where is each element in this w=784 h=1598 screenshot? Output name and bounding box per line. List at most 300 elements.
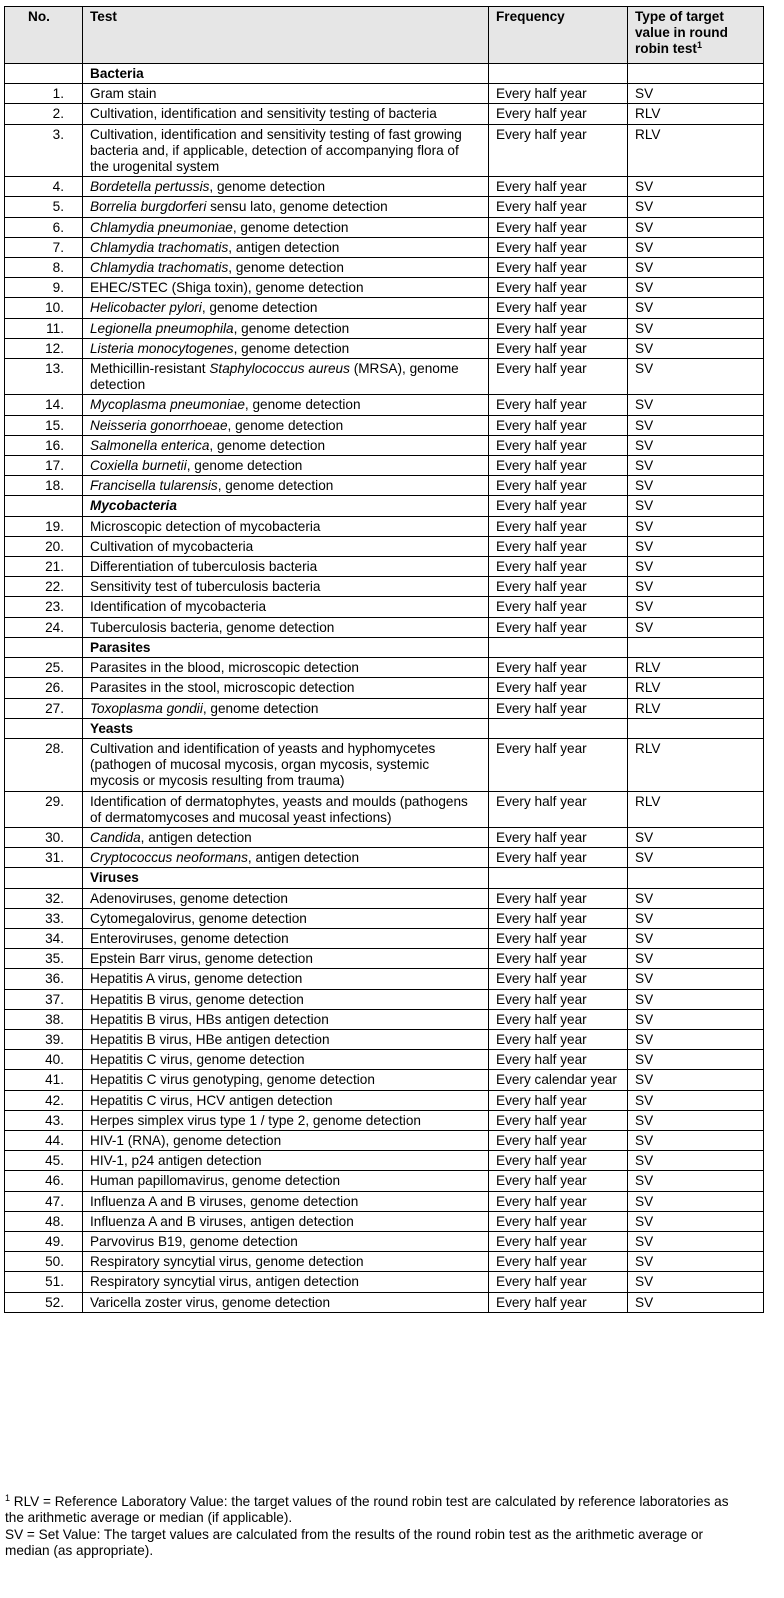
test-name: [83, 1130, 489, 1150]
header-type-text: Type of target value in round robin test: [635, 9, 728, 57]
section-type: [628, 718, 764, 738]
target-value-type: SV: [628, 1191, 764, 1211]
table-row: [5, 435, 764, 455]
test-name: [83, 1171, 489, 1191]
row-number: 14.: [5, 395, 83, 415]
frequency: Every half year: [489, 738, 628, 791]
section-frequency: Every half year: [489, 496, 628, 516]
test-name: [83, 617, 489, 637]
section-type: SV: [628, 496, 764, 516]
target-value-type: SV: [628, 557, 764, 577]
frequency: Every half year: [489, 989, 628, 1009]
frequency: Every half year: [489, 1029, 628, 1049]
test-text: Differentiation of tuberculosis bacteria: [90, 559, 318, 575]
test-name: [83, 827, 489, 847]
target-value-type: SV: [628, 888, 764, 908]
test-name: [83, 1292, 489, 1312]
test-text: HIV-1, p24 antigen detection: [90, 1153, 262, 1169]
target-value-type: SV: [628, 278, 764, 298]
test-text: Influenza A and B viruses, antigen detection: [90, 1213, 354, 1229]
target-value-type: SV: [628, 1231, 764, 1251]
row-number: 35.: [5, 949, 83, 969]
frequency: Every half year: [489, 1009, 628, 1029]
test-name: [83, 359, 489, 395]
target-value-type: SV: [628, 597, 764, 617]
row-number: 50.: [5, 1252, 83, 1272]
test-name: [83, 177, 489, 197]
frequency: Every half year: [489, 1292, 628, 1312]
table-body: [5, 64, 764, 1313]
row-number: 12.: [5, 338, 83, 358]
target-value-type: SV: [628, 338, 764, 358]
row-number: 24.: [5, 617, 83, 637]
test-text: , genome detection: [209, 179, 326, 195]
test-text: Cultivation, identification and sensitivity testing of bacteria: [90, 106, 437, 122]
table-row: [5, 557, 764, 577]
frequency: Every half year: [489, 1171, 628, 1191]
target-value-type: SV: [628, 1211, 764, 1231]
test-name: [83, 84, 489, 104]
frequency: Every half year: [489, 1231, 628, 1251]
table-row: [5, 969, 764, 989]
test-text: Hepatitis A virus, genome detection: [90, 971, 303, 987]
target-value-type: SV: [628, 1110, 764, 1130]
table-row: [5, 1272, 764, 1292]
row-number: 28.: [5, 738, 83, 791]
table-row: [5, 84, 764, 104]
row-number: 4.: [5, 177, 83, 197]
table-row: [5, 989, 764, 1009]
row-number: 36.: [5, 969, 83, 989]
frequency: Every half year: [489, 359, 628, 395]
test-name: [83, 298, 489, 318]
frequency: Every half year: [489, 104, 628, 124]
frequency: Every half year: [489, 678, 628, 698]
frequency: Every half year: [489, 476, 628, 496]
test-name: [83, 1009, 489, 1029]
test-name: [83, 536, 489, 556]
frequency: Every half year: [489, 557, 628, 577]
target-value-type: RLV: [628, 738, 764, 791]
table-row: [5, 848, 764, 868]
test-name: [83, 1231, 489, 1251]
test-name: [83, 1151, 489, 1171]
organism-name: Mycoplasma pneumoniae: [90, 397, 245, 413]
target-value-type: SV: [628, 1292, 764, 1312]
test-name: [83, 1070, 489, 1090]
section-no-cell: [5, 868, 83, 888]
test-name: [83, 577, 489, 597]
test-name: [83, 969, 489, 989]
target-value-type: RLV: [628, 124, 764, 177]
organism-name: Staphylococcus aureus: [209, 361, 350, 377]
row-number: 47.: [5, 1191, 83, 1211]
test-name: [83, 1029, 489, 1049]
test-text: , genome detection: [209, 437, 326, 453]
table-row: [5, 888, 764, 908]
test-name: [83, 1090, 489, 1110]
test-name: [83, 258, 489, 278]
row-number: 46.: [5, 1171, 83, 1191]
target-value-type: SV: [628, 827, 764, 847]
section-no-cell: [5, 718, 83, 738]
row-number: 30.: [5, 827, 83, 847]
row-number: 38.: [5, 1009, 83, 1029]
table-row: [5, 577, 764, 597]
test-name: [83, 1050, 489, 1070]
footnote-sv: SV = Set Value: The target values are calculated from the results of the round robin test as the arithmetic average or median (as appropriate).: [5, 1526, 704, 1559]
header-frequency: Frequency: [489, 7, 628, 64]
frequency: Every half year: [489, 298, 628, 318]
organism-name: Chlamydia pneumoniae: [90, 219, 233, 235]
target-value-type: SV: [628, 1130, 764, 1150]
test-text: Herpes simplex virus type 1 / type 2, genome detection: [90, 1112, 421, 1128]
header-test: Test: [83, 7, 489, 64]
frequency: Every half year: [489, 577, 628, 597]
table-row: [5, 658, 764, 678]
table-row: [5, 827, 764, 847]
target-value-type: SV: [628, 949, 764, 969]
row-number: 21.: [5, 557, 83, 577]
organism-name: Borrelia burgdorferi: [90, 199, 207, 215]
target-value-type: RLV: [628, 791, 764, 827]
section-type: [628, 64, 764, 84]
test-text: Identification of mycobacteria: [90, 599, 267, 615]
header-no: No.: [5, 7, 83, 64]
test-text: sensu lato, genome detection: [206, 199, 388, 215]
frequency: Every half year: [489, 536, 628, 556]
test-text: Hepatitis C virus, HCV antigen detection: [90, 1092, 333, 1108]
table-row: [5, 1292, 764, 1312]
row-number: 31.: [5, 848, 83, 868]
test-name: [83, 197, 489, 217]
target-value-type: SV: [628, 1090, 764, 1110]
frequency: Every half year: [489, 1090, 628, 1110]
test-text: Cultivation of mycobacteria: [90, 538, 254, 554]
test-text: Parasites in the blood, microscopic detection: [90, 660, 359, 676]
test-name: [83, 597, 489, 617]
frequency: Every half year: [489, 124, 628, 177]
test-text: Adenoviruses, genome detection: [90, 890, 288, 906]
frequency: Every half year: [489, 908, 628, 928]
row-number: 41.: [5, 1070, 83, 1090]
row-number: 52.: [5, 1292, 83, 1312]
table-row: [5, 536, 764, 556]
target-value-type: RLV: [628, 678, 764, 698]
target-value-type: SV: [628, 536, 764, 556]
table-row: [5, 1110, 764, 1130]
test-text: Respiratory syncytial virus, genome detection: [90, 1254, 364, 1270]
table-row: [5, 1070, 764, 1090]
frequency: Every half year: [489, 435, 628, 455]
frequency: Every half year: [489, 1050, 628, 1070]
frequency: Every half year: [489, 658, 628, 678]
test-name: [83, 989, 489, 1009]
frequency: Every half year: [489, 338, 628, 358]
target-value-type: SV: [628, 415, 764, 435]
test-text: Hepatitis C virus, genome detection: [90, 1052, 305, 1068]
test-text: , genome detection: [186, 458, 303, 474]
table-row: [5, 415, 764, 435]
organism-name: Salmonella enterica: [90, 437, 210, 453]
test-text: , genome detection: [228, 260, 344, 276]
table-row: [5, 124, 764, 177]
table-row: [5, 298, 764, 318]
test-name: [83, 217, 489, 237]
row-number: 44.: [5, 1130, 83, 1150]
test-text: Microscopic detection of mycobacteria: [90, 518, 321, 534]
target-value-type: SV: [628, 969, 764, 989]
test-text: Cultivation, identification and sensitivity testing of fast growing bacteria and, if applicable, detection of accompanying flora of the urogenital system: [90, 126, 462, 175]
row-number: 37.: [5, 989, 83, 1009]
row-number: 5.: [5, 197, 83, 217]
row-number: 13.: [5, 359, 83, 395]
row-number: 26.: [5, 678, 83, 698]
frequency: Every half year: [489, 969, 628, 989]
organism-name: Toxoplasma gondii: [90, 700, 203, 716]
frequency: Every half year: [489, 1272, 628, 1292]
frequency: Every half year: [489, 395, 628, 415]
test-text: Hepatitis B virus, HBs antigen detection: [90, 1011, 329, 1027]
target-value-type: SV: [628, 617, 764, 637]
test-text: HIV-1 (RNA), genome detection: [90, 1132, 282, 1148]
target-value-type: SV: [628, 435, 764, 455]
test-text: Tuberculosis bacteria, genome detection: [90, 619, 335, 635]
test-text: Respiratory syncytial virus, antigen detection: [90, 1274, 359, 1290]
frequency: Every half year: [489, 888, 628, 908]
table-row: [5, 738, 764, 791]
target-value-type: SV: [628, 258, 764, 278]
test-name: [83, 698, 489, 718]
row-number: 45.: [5, 1151, 83, 1171]
row-number: 1.: [5, 84, 83, 104]
test-text: , antigen detection: [228, 239, 340, 255]
test-text: Enteroviruses, genome detection: [90, 930, 289, 946]
target-value-type: SV: [628, 177, 764, 197]
table-row: [5, 698, 764, 718]
target-value-type: SV: [628, 1151, 764, 1171]
table-row: [5, 1029, 764, 1049]
proficiency-test-table: [4, 6, 764, 1313]
row-number: 42.: [5, 1090, 83, 1110]
table-row: [5, 456, 764, 476]
footnotes: [5, 1494, 745, 1560]
target-value-type: SV: [628, 318, 764, 338]
test-name: [83, 435, 489, 455]
test-text: Hepatitis B virus, genome detection: [90, 991, 304, 1007]
test-text: , antigen detection: [247, 850, 360, 866]
target-value-type: RLV: [628, 698, 764, 718]
test-name: [83, 476, 489, 496]
test-text: Hepatitis B virus, HBe antigen detection: [90, 1031, 330, 1047]
section-label: Bacteria: [83, 64, 489, 84]
row-number: 48.: [5, 1211, 83, 1231]
row-number: 3.: [5, 124, 83, 177]
table-row: [5, 1231, 764, 1251]
test-text: , genome detection: [233, 340, 350, 356]
test-name: [83, 395, 489, 415]
table-row: [5, 177, 764, 197]
table-row: [5, 217, 764, 237]
test-text: , genome detection: [244, 397, 361, 413]
test-name: [83, 1191, 489, 1211]
test-text: Hepatitis C virus genotyping, genome detection: [90, 1072, 375, 1088]
test-name: [83, 908, 489, 928]
test-text: Epstein Barr virus, genome detection: [90, 951, 313, 967]
section-row: [5, 64, 764, 84]
test-name: [83, 791, 489, 827]
table-row: [5, 597, 764, 617]
test-name: [83, 678, 489, 698]
table-row: [5, 1090, 764, 1110]
frequency: Every half year: [489, 456, 628, 476]
frequency: Every half year: [489, 791, 628, 827]
table-row: [5, 258, 764, 278]
section-frequency: [489, 637, 628, 657]
target-value-type: SV: [628, 476, 764, 496]
row-number: 19.: [5, 516, 83, 536]
section-label: Mycobacteria: [83, 496, 489, 516]
test-text: Influenza A and B viruses, genome detection: [90, 1193, 359, 1209]
target-value-type: SV: [628, 989, 764, 1009]
test-name: [83, 124, 489, 177]
organism-name: Chlamydia trachomatis: [90, 260, 229, 276]
test-name: [83, 338, 489, 358]
frequency: Every half year: [489, 177, 628, 197]
target-value-type: SV: [628, 1050, 764, 1070]
target-value-type: SV: [628, 1171, 764, 1191]
section-row: [5, 868, 764, 888]
organism-name: Bordetella pertussis: [90, 179, 210, 195]
footnote-rlv: [5, 1494, 745, 1527]
table-row: [5, 949, 764, 969]
test-name: [83, 104, 489, 124]
test-text: Parasites in the stool, microscopic detection: [90, 680, 355, 696]
target-value-type: SV: [628, 84, 764, 104]
table-row: [5, 476, 764, 496]
table-header-row: [5, 7, 764, 64]
frequency: Every half year: [489, 1211, 628, 1231]
test-name: [83, 949, 489, 969]
section-frequency: [489, 868, 628, 888]
row-number: 25.: [5, 658, 83, 678]
table-row: [5, 1171, 764, 1191]
organism-name: Chlamydia trachomatis: [90, 239, 229, 255]
test-name: [83, 278, 489, 298]
table-row: [5, 338, 764, 358]
frequency: Every half year: [489, 318, 628, 338]
table-row: [5, 678, 764, 698]
row-number: 29.: [5, 791, 83, 827]
target-value-type: SV: [628, 217, 764, 237]
test-text: Cultivation and identification of yeasts and hyphomycetes (pathogen of mucosal mycosis, organ mycosis, systemic mycosis or mycosis resulting from trauma): [90, 740, 436, 789]
table-row: [5, 104, 764, 124]
target-value-type: SV: [628, 1029, 764, 1049]
frequency: Every half year: [489, 827, 628, 847]
section-row: [5, 637, 764, 657]
row-number: 22.: [5, 577, 83, 597]
header-type: [628, 7, 764, 64]
test-name: [83, 848, 489, 868]
row-number: 33.: [5, 908, 83, 928]
table-row: [5, 278, 764, 298]
frequency: Every half year: [489, 1110, 628, 1130]
frequency: Every half year: [489, 928, 628, 948]
section-label: Parasites: [83, 637, 489, 657]
section-row: [5, 496, 764, 516]
test-name: [83, 557, 489, 577]
test-text: , genome detection: [232, 219, 349, 235]
row-number: 10.: [5, 298, 83, 318]
target-value-type: SV: [628, 395, 764, 415]
target-value-type: SV: [628, 928, 764, 948]
test-text: Methicillin-resistant: [90, 361, 210, 377]
frequency: Every half year: [489, 415, 628, 435]
test-text: Parvovirus B19, genome detection: [90, 1233, 298, 1249]
row-number: 23.: [5, 597, 83, 617]
section-no-cell: [5, 496, 83, 516]
table-row: [5, 928, 764, 948]
table-row: [5, 516, 764, 536]
target-value-type: SV: [628, 298, 764, 318]
row-number: 32.: [5, 888, 83, 908]
frequency: Every half year: [489, 84, 628, 104]
organism-name: Legionella pneumophila: [90, 320, 234, 336]
footnote-rlv-text: RLV = Reference Laboratory Value: the target values of the round robin test are calculated by reference laboratories as the arithmetic average or median (if applicable).: [5, 1494, 729, 1526]
section-no-cell: [5, 64, 83, 84]
frequency: Every half year: [489, 197, 628, 217]
table-row: [5, 1191, 764, 1211]
table-row: [5, 1009, 764, 1029]
test-text: EHEC/STEC (Shiga toxin), genome detection: [90, 280, 364, 296]
section-row: [5, 718, 764, 738]
test-name: [83, 456, 489, 476]
row-number: 18.: [5, 476, 83, 496]
organism-name: Neisseria gonorrhoeae: [90, 417, 228, 433]
table-row: [5, 237, 764, 257]
test-name: [83, 738, 489, 791]
row-number: 39.: [5, 1029, 83, 1049]
frequency: Every half year: [489, 1151, 628, 1171]
table-row: [5, 1130, 764, 1150]
target-value-type: SV: [628, 516, 764, 536]
row-number: 49.: [5, 1231, 83, 1251]
section-label: Yeasts: [83, 718, 489, 738]
frequency: Every half year: [489, 617, 628, 637]
frequency: Every half year: [489, 1130, 628, 1150]
header-type-footnote-ref: 1: [696, 40, 702, 51]
row-number: 40.: [5, 1050, 83, 1070]
table-row: [5, 395, 764, 415]
row-number: 7.: [5, 237, 83, 257]
section-type: [628, 868, 764, 888]
row-number: 43.: [5, 1110, 83, 1130]
target-value-type: RLV: [628, 104, 764, 124]
target-value-type: RLV: [628, 658, 764, 678]
row-number: 8.: [5, 258, 83, 278]
target-value-type: SV: [628, 1272, 764, 1292]
test-name: [83, 888, 489, 908]
table-row: [5, 791, 764, 827]
target-value-type: SV: [628, 1070, 764, 1090]
row-number: 27.: [5, 698, 83, 718]
frequency: Every half year: [489, 237, 628, 257]
frequency: Every half year: [489, 848, 628, 868]
row-number: 20.: [5, 536, 83, 556]
frequency: Every half year: [489, 217, 628, 237]
row-number: 11.: [5, 318, 83, 338]
table-row: [5, 197, 764, 217]
